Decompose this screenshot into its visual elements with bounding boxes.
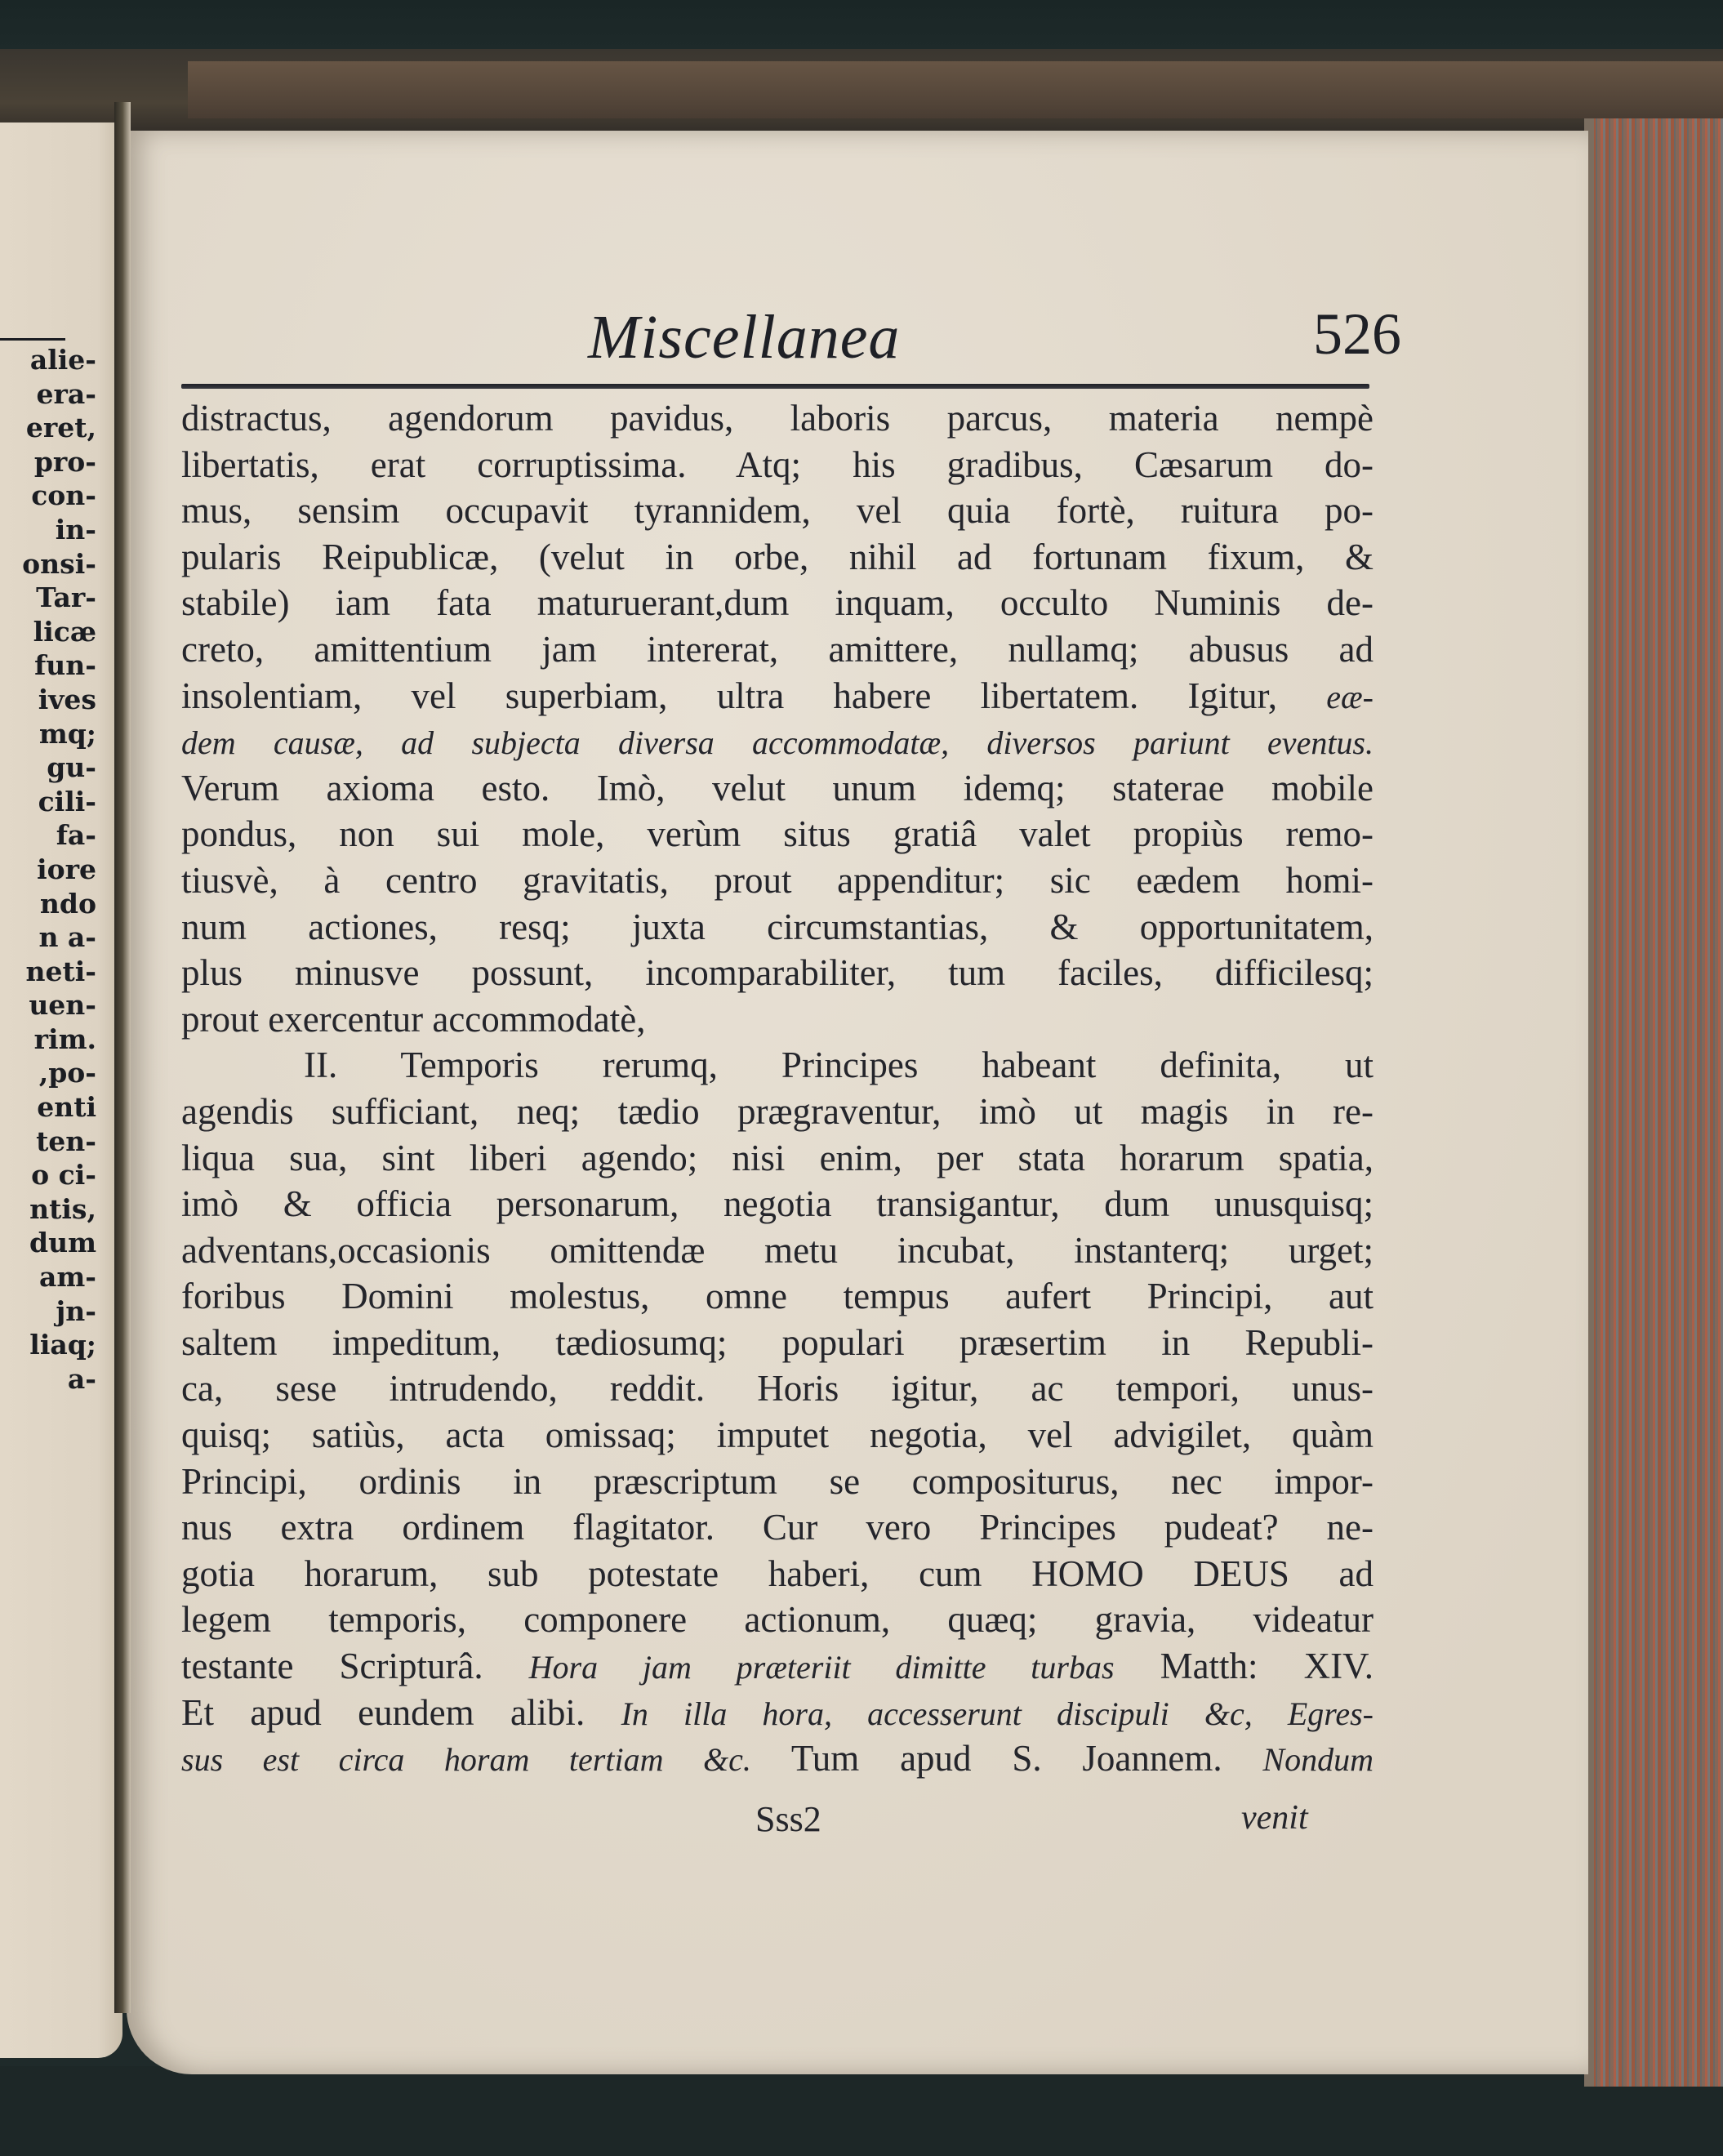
text-line — [181, 1551, 1374, 1597]
text-span: agendis sufficiant, neq; tædio prægraventur, imò ut magis in re- — [181, 1090, 1374, 1132]
left-fragment-line: gu- — [47, 751, 96, 784]
header-rule — [181, 384, 1369, 389]
text-span: gotia horarum, sub potestate haberi, cum HOMO DEUS ad — [181, 1552, 1374, 1594]
text-line — [181, 1227, 1374, 1274]
left-fragment-line: fa- — [56, 819, 96, 852]
left-fragment-line: con- — [31, 479, 96, 512]
text-span: distractus, agendorum pavidus, laboris parcus, materia nempè — [181, 398, 1374, 439]
left-page-text-fragments — [0, 343, 96, 1396]
text-line — [181, 1735, 1374, 1782]
body-text — [181, 395, 1374, 1782]
text-line — [181, 1042, 1374, 1089]
text-line — [181, 1365, 1374, 1412]
left-fragment-line: alie- — [29, 344, 96, 376]
text-span: quisq; satiùs, acta omissaq; imputet negotia, vel advigilet, quàm — [181, 1414, 1374, 1456]
italic-mid-span: In illa hora, accesserunt discipuli &c, Egres- — [621, 1695, 1374, 1732]
text-span: imò & officia personarum, negotia transigantur, dum unusquisq; — [181, 1183, 1374, 1225]
left-page-rule — [0, 338, 65, 341]
signature-mark: Sss2 — [755, 1799, 821, 1839]
left-fragment-line: era- — [36, 377, 96, 410]
text-line — [181, 1643, 1374, 1690]
text-span: insolentiam, vel superbiam, ultra habere libertatem. Igitur, — [181, 675, 1277, 716]
text-span: tiusvè, à centro gravitatis, prout appenditur; sic eædem homi- — [181, 859, 1374, 901]
text-span: ca, sese intrudendo, reddit. Horis igitur, ac tempori, unus- — [181, 1368, 1374, 1410]
left-fragment-line: licæ — [33, 615, 96, 648]
left-fragment-line: ten- — [36, 1125, 96, 1157]
left-fragment-line: cili- — [38, 785, 96, 817]
text-line — [181, 1089, 1374, 1135]
italic-mid-span: Hora jam præteriit dimitte turbas — [528, 1649, 1115, 1686]
text-span: stabile) iam fata maturuerant,dum inquam, occulto Numinis de- — [181, 582, 1374, 624]
left-fragment-line: ndo — [39, 887, 96, 920]
tail-span: Matth: XIV. — [1160, 1646, 1374, 1687]
text-span: Temporis rerumq, Principes habeant definita, ut — [400, 1045, 1374, 1086]
text-span: testante Scripturâ. — [181, 1646, 483, 1687]
text-line — [181, 1320, 1374, 1366]
text-line — [181, 719, 1374, 765]
left-fragment-line: in- — [55, 513, 96, 546]
left-fragment-line: uen- — [29, 989, 96, 1022]
text-span: pularis Reipublicæ, (velut in orbe, nihil ad fortunam fixum, & — [181, 536, 1374, 577]
text-line — [181, 626, 1374, 673]
left-fragment-line: mq; — [38, 717, 96, 750]
text-line — [181, 395, 1374, 442]
left-fragment-line: liaq; — [29, 1329, 96, 1361]
text-line — [181, 1597, 1374, 1643]
text-line — [181, 996, 1374, 1043]
text-span: nus extra ordinem flagitator. Cur vero Principes pudeat? ne- — [181, 1507, 1374, 1548]
left-fragment-line: ntis, — [29, 1192, 96, 1225]
text-span: Verum axioma esto. Imò, velut unum idemq; staterae mobile — [181, 767, 1374, 808]
italic-span: dem causæ, ad subjecta diversa accommodatæ, diversos pariunt eventus. — [181, 724, 1374, 762]
text-span: prout exercentur accommodatè, — [181, 998, 646, 1040]
left-fragment-line: neti- — [25, 955, 96, 987]
page-number: 526 — [1313, 301, 1401, 367]
left-fragment-line: o ci- — [31, 1159, 96, 1192]
text-line — [181, 442, 1374, 488]
background-bottom — [0, 2066, 1723, 2156]
italic-tail-span: eæ- — [1326, 678, 1374, 715]
left-fragment-line: am- — [39, 1261, 96, 1294]
text-line — [181, 1273, 1374, 1320]
text-span: legem temporis, componere actionum, quæq; gravia, videatur — [181, 1599, 1374, 1641]
num-span: II. — [304, 1045, 338, 1086]
text-line — [181, 765, 1374, 812]
text-span: adventans,occasionis omittendæ metu incubat, instanterq; urget; — [181, 1229, 1374, 1271]
left-fragment-line: iore — [37, 853, 96, 885]
text-span: mus, sensim occupavit tyrannidem, vel quia fortè, ruitura po- — [181, 490, 1374, 532]
text-line — [181, 534, 1374, 581]
text-line — [181, 580, 1374, 626]
text-line — [181, 1181, 1374, 1227]
text-line — [181, 1412, 1374, 1459]
text-span: pondus, non sui mole, verùm situs gratiâ valet propiùs remo- — [181, 813, 1374, 855]
left-fragment-line: fun- — [34, 649, 96, 682]
running-head: Miscellanea — [588, 303, 901, 372]
left-fragment-line: n a- — [38, 921, 96, 954]
left-fragment-line: enti — [37, 1091, 96, 1124]
book-headband — [188, 61, 1723, 118]
text-line — [181, 1504, 1374, 1551]
text-line — [181, 1459, 1374, 1505]
italic-tail-span: Nondum — [1262, 1741, 1374, 1779]
text-line — [181, 858, 1374, 904]
text-line — [181, 488, 1374, 534]
left-fragment-line: a- — [67, 1362, 96, 1395]
left-fragment-line: dum — [29, 1227, 96, 1259]
left-fragment-line: Tar- — [36, 581, 96, 614]
text-span: liqua sua, sint liberi agendo; nisi enim, per stata horarum spatia, — [181, 1137, 1374, 1178]
book-gutter — [114, 102, 131, 2013]
text-span: plus minusve possunt, incomparabiliter, tum faciles, difficilesq; — [181, 952, 1374, 994]
text-span: Principi, ordinis in præscriptum se compositurus, nec impor- — [181, 1460, 1374, 1502]
tail-span: Tum apud S. Joannem. — [790, 1738, 1222, 1780]
page-fore-edge — [1584, 118, 1723, 2087]
left-fragment-line: onsi- — [22, 547, 96, 580]
catchword: venit — [1241, 1799, 1308, 1837]
text-line — [181, 811, 1374, 858]
text-line — [181, 950, 1374, 996]
left-fragment-line: rim. — [33, 1022, 96, 1055]
text-span: saltem impeditum, tædiosumq; populari præsertim in Republi- — [181, 1321, 1374, 1363]
left-fragment-line: jn- — [56, 1294, 96, 1327]
italic-span: sus est circa horam tertiam &c. — [181, 1741, 751, 1779]
left-fragment-line: ives — [38, 683, 96, 715]
left-fragment-line: ,po- — [38, 1057, 96, 1089]
text-line — [181, 904, 1374, 951]
left-fragment-line: eret, — [25, 412, 96, 444]
left-fragment-line: pro- — [33, 445, 96, 478]
text-line — [181, 1135, 1374, 1182]
text-span: Et apud eundem alibi. — [181, 1691, 585, 1733]
text-span: num actiones, resq; juxta circumstantias, & opportunitatem, — [181, 906, 1374, 947]
text-span: foribus Domini molestus, omne tempus aufert Principi, aut — [181, 1276, 1374, 1317]
text-line — [181, 673, 1374, 719]
text-span: libertatis, erat corruptissima. Atq; his gradibus, Cæsarum do- — [181, 443, 1374, 485]
text-line — [181, 1690, 1374, 1736]
text-span: creto, amittentium jam intererat, amittere, nullamq; abusus ad — [181, 628, 1374, 670]
